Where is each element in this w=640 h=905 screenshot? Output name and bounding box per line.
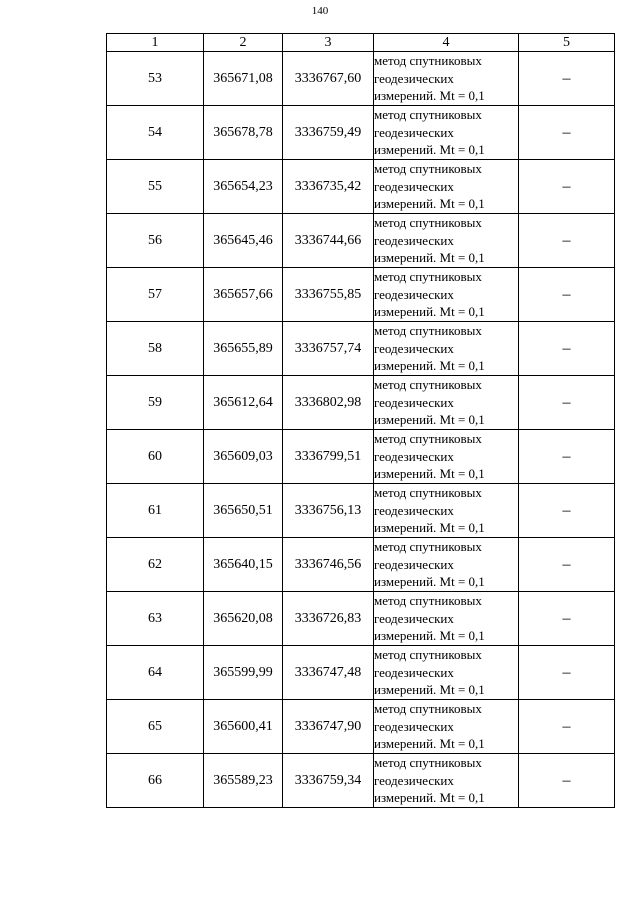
x-coordinate-cell: 365657,66 [204, 268, 283, 322]
table-row [107, 484, 615, 538]
y-coordinate-cell: 3336757,74 [283, 322, 374, 376]
method-cell [374, 52, 519, 106]
method-cell [374, 268, 519, 322]
method-line: геодезических [374, 124, 454, 140]
point-number-cell: 63 [107, 592, 204, 646]
y-coordinate-cell: 3336756,13 [283, 484, 374, 538]
table-row [107, 700, 615, 754]
note-cell: – [519, 538, 615, 592]
table-row [107, 754, 615, 808]
table-row [107, 268, 615, 322]
method-line: геодезических [374, 178, 454, 194]
point-number-cell: 55 [107, 160, 204, 214]
x-coordinate-cell: 365654,23 [204, 160, 283, 214]
method-line: геодезических [374, 610, 454, 626]
method-cell [374, 430, 519, 484]
table-header-row [107, 34, 615, 52]
method-line: измерений. Mt = 0,1 [374, 736, 485, 752]
point-number-cell: 65 [107, 700, 204, 754]
method-line: метод спутниковых [374, 539, 482, 555]
x-coordinate-cell: 365671,08 [204, 52, 283, 106]
point-number-cell: 60 [107, 430, 204, 484]
point-number-cell: 53 [107, 52, 204, 106]
method-cell [374, 592, 519, 646]
y-coordinate-cell: 3336802,98 [283, 376, 374, 430]
method-cell [374, 538, 519, 592]
note-cell: – [519, 268, 615, 322]
note-cell: – [519, 322, 615, 376]
point-number-cell: 54 [107, 106, 204, 160]
coordinates-table [106, 33, 615, 808]
method-line: метод спутниковых [374, 377, 482, 393]
y-coordinate-cell: 3336747,48 [283, 646, 374, 700]
method-line: метод спутниковых [374, 755, 482, 771]
x-coordinate-cell: 365599,99 [204, 646, 283, 700]
note-cell: – [519, 430, 615, 484]
y-coordinate-cell: 3336799,51 [283, 430, 374, 484]
method-line: метод спутниковых [374, 269, 482, 285]
method-line: метод спутниковых [374, 53, 482, 69]
point-number-cell: 58 [107, 322, 204, 376]
table-body [107, 52, 615, 808]
method-line: метод спутниковых [374, 323, 482, 339]
method-line: метод спутниковых [374, 701, 482, 717]
note-cell: – [519, 106, 615, 160]
table-row [107, 646, 615, 700]
method-line: метод спутниковых [374, 485, 482, 501]
method-line: метод спутниковых [374, 107, 482, 123]
method-line: измерений. Mt = 0,1 [374, 358, 485, 374]
table-row [107, 430, 615, 484]
point-number-cell: 61 [107, 484, 204, 538]
point-number-cell: 64 [107, 646, 204, 700]
x-coordinate-cell: 365589,23 [204, 754, 283, 808]
table-row [107, 106, 615, 160]
x-coordinate-cell: 365645,46 [204, 214, 283, 268]
point-number-cell: 57 [107, 268, 204, 322]
note-cell: – [519, 484, 615, 538]
column-header-4: 4 [374, 34, 519, 52]
note-cell: – [519, 646, 615, 700]
method-line: измерений. Mt = 0,1 [374, 574, 485, 590]
table-row [107, 322, 615, 376]
y-coordinate-cell: 3336744,66 [283, 214, 374, 268]
method-line: геодезических [374, 502, 454, 518]
note-cell: – [519, 160, 615, 214]
method-cell [374, 160, 519, 214]
method-line: измерений. Mt = 0,1 [374, 304, 485, 320]
method-line: геодезических [374, 340, 454, 356]
note-cell: – [519, 592, 615, 646]
y-coordinate-cell: 3336746,56 [283, 538, 374, 592]
x-coordinate-cell: 365678,78 [204, 106, 283, 160]
table-row [107, 538, 615, 592]
column-header-1: 1 [107, 34, 204, 52]
table-row [107, 160, 615, 214]
method-line: геодезических [374, 772, 454, 788]
note-cell: – [519, 52, 615, 106]
column-header-3: 3 [283, 34, 374, 52]
method-line: измерений. Mt = 0,1 [374, 682, 485, 698]
method-cell [374, 754, 519, 808]
column-header-2: 2 [204, 34, 283, 52]
method-line: измерений. Mt = 0,1 [374, 88, 485, 104]
method-cell [374, 322, 519, 376]
x-coordinate-cell: 365640,15 [204, 538, 283, 592]
method-line: геодезических [374, 232, 454, 248]
method-line: геодезических [374, 448, 454, 464]
method-line: метод спутниковых [374, 215, 482, 231]
method-line: метод спутниковых [374, 647, 482, 663]
table-row [107, 376, 615, 430]
y-coordinate-cell: 3336759,34 [283, 754, 374, 808]
method-line: измерений. Mt = 0,1 [374, 196, 485, 212]
method-line: геодезических [374, 70, 454, 86]
note-cell: – [519, 376, 615, 430]
method-cell [374, 376, 519, 430]
note-cell: – [519, 700, 615, 754]
point-number-cell: 59 [107, 376, 204, 430]
method-cell [374, 700, 519, 754]
method-line: измерений. Mt = 0,1 [374, 142, 485, 158]
table-row [107, 52, 615, 106]
method-line: измерений. Mt = 0,1 [374, 412, 485, 428]
x-coordinate-cell: 365650,51 [204, 484, 283, 538]
method-line: геодезических [374, 718, 454, 734]
method-line: метод спутниковых [374, 431, 482, 447]
y-coordinate-cell: 3336755,85 [283, 268, 374, 322]
point-number-cell: 66 [107, 754, 204, 808]
method-line: геодезических [374, 556, 454, 572]
method-line: измерений. Mt = 0,1 [374, 790, 485, 806]
method-line: геодезических [374, 286, 454, 302]
method-cell [374, 646, 519, 700]
method-line: измерений. Mt = 0,1 [374, 466, 485, 482]
point-number-cell: 56 [107, 214, 204, 268]
x-coordinate-cell: 365655,89 [204, 322, 283, 376]
x-coordinate-cell: 365609,03 [204, 430, 283, 484]
method-line: измерений. Mt = 0,1 [374, 520, 485, 536]
page-number: 140 [311, 5, 329, 17]
method-line: измерений. Mt = 0,1 [374, 250, 485, 266]
note-cell: – [519, 754, 615, 808]
y-coordinate-cell: 3336726,83 [283, 592, 374, 646]
column-header-5: 5 [519, 34, 615, 52]
table-row [107, 214, 615, 268]
method-cell [374, 106, 519, 160]
table-row [107, 592, 615, 646]
y-coordinate-cell: 3336747,90 [283, 700, 374, 754]
y-coordinate-cell: 3336759,49 [283, 106, 374, 160]
method-line: измерений. Mt = 0,1 [374, 628, 485, 644]
y-coordinate-cell: 3336767,60 [283, 52, 374, 106]
method-line: метод спутниковых [374, 161, 482, 177]
method-line: геодезических [374, 664, 454, 680]
x-coordinate-cell: 365600,41 [204, 700, 283, 754]
y-coordinate-cell: 3336735,42 [283, 160, 374, 214]
note-cell: – [519, 214, 615, 268]
method-line: геодезических [374, 394, 454, 410]
point-number-cell: 62 [107, 538, 204, 592]
method-cell [374, 214, 519, 268]
method-line: метод спутниковых [374, 593, 482, 609]
x-coordinate-cell: 365612,64 [204, 376, 283, 430]
x-coordinate-cell: 365620,08 [204, 592, 283, 646]
method-cell [374, 484, 519, 538]
